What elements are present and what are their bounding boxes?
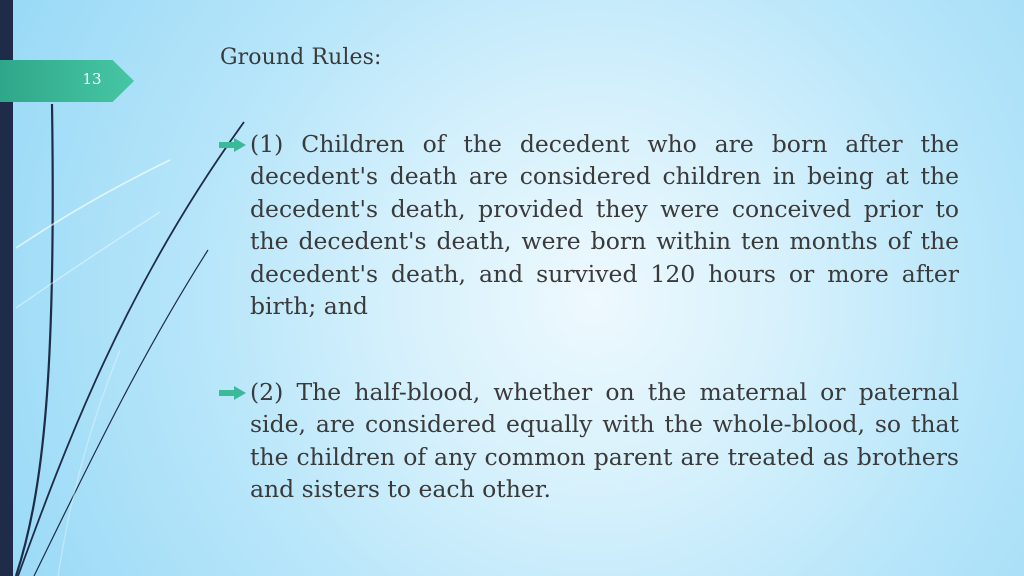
bullet-point-1 <box>219 128 959 322</box>
bullet-text-2: (2) The half-blood, whether on the maternal or paternal side, are considered equally with the whole-blood, so that the children of any common parent are treated as brothers and sisters to each other. <box>250 378 959 504</box>
right-arrow-icon <box>219 138 246 152</box>
slide-title: Ground Rules: <box>220 45 382 70</box>
bullet-text-1: (1) Children of the decedent who are born after the decedent's death are considered children in being at the decedent's death, provided they were conceived prior to the decedent's death, were born within ten months of the decedent's death, and survived 120 hours or more after birth; and <box>250 130 959 321</box>
right-arrow-icon <box>219 386 246 400</box>
slide-number: 13 <box>82 70 102 88</box>
slide-number-tab <box>0 60 134 102</box>
bullet-point-2 <box>219 376 959 506</box>
